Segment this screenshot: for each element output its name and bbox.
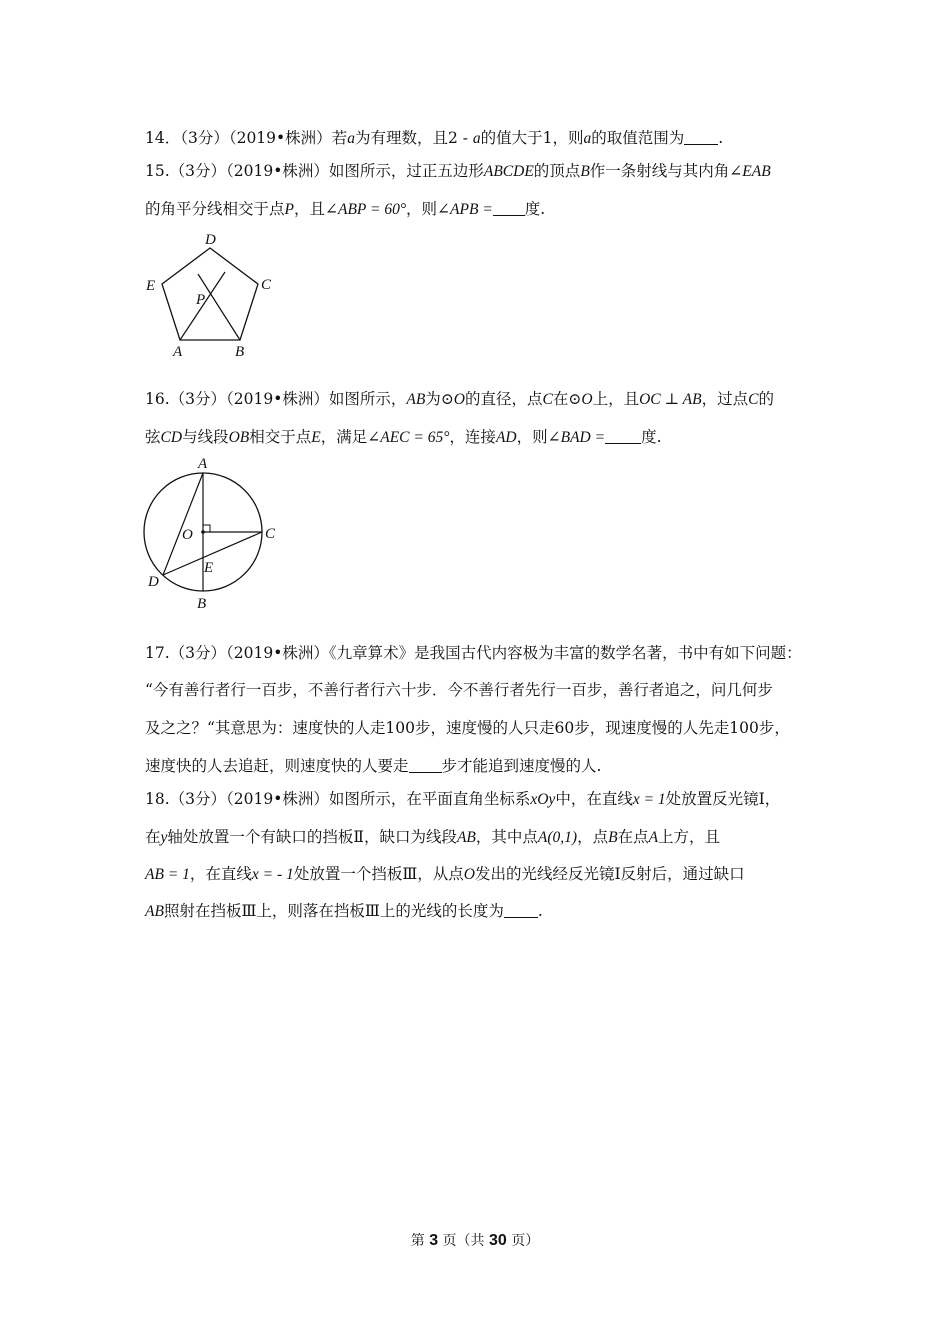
label-C: C bbox=[265, 526, 276, 542]
label-C: C bbox=[261, 277, 272, 293]
label-E: E bbox=[204, 560, 214, 576]
q18-line4: AB照射在挡板Ⅲ上，则落在挡板Ⅲ上的光线的长度为 . bbox=[145, 902, 543, 920]
label-A: A bbox=[173, 344, 183, 360]
label-D: D bbox=[148, 574, 159, 590]
label-E: E bbox=[146, 278, 156, 294]
q17-line1: 17.（3分）（2019•株洲）《九章算术》是我国古代内容极为丰富的数学名著，书中有如下问题： bbox=[145, 644, 802, 662]
q17-answer-blank[interactable] bbox=[409, 758, 442, 773]
q15-line2: 的角平分线相交于点P，且∠ABP = 60°，则∠APB = 度. bbox=[145, 200, 546, 218]
page-number: 3 bbox=[429, 1232, 439, 1249]
q16-answer-blank[interactable] bbox=[605, 429, 641, 444]
pentagon-figure bbox=[140, 228, 290, 363]
center-point bbox=[201, 530, 205, 534]
label-A: A bbox=[198, 456, 208, 472]
q17-line3: 及之之？“其意思为：速度快的人走100步，速度慢的人只走60步，现速度慢的人先走100步， bbox=[145, 719, 790, 737]
label-P: P bbox=[196, 292, 206, 308]
page-footer: 第 3 页（共 30 页） bbox=[410, 1232, 540, 1249]
q15-line1: 15.（3分）（2019•株洲）如图所示，过正五边形ABCDE的顶点B作一条射线与其内角∠EAB bbox=[145, 162, 771, 180]
q16-line2: 弦CD与线段OB相交于点E，满足∠AEC = 65°，连接AD，则∠BAD = 度. bbox=[145, 428, 662, 446]
circle-figure bbox=[138, 452, 288, 614]
q14-line1: 14．（3分）（2019•株洲）若a为有理数，且2 - a的值大于1，则a的取值范围为 . bbox=[145, 129, 724, 147]
q14-answer-blank[interactable] bbox=[684, 130, 718, 145]
q17-line2: “今有善行者行一百步，不善行者行六十步．今不善行者先行一百步，善行者追之，问几何步 bbox=[145, 681, 773, 699]
label-O: O bbox=[182, 527, 193, 543]
label-B: B bbox=[235, 344, 245, 360]
label-B: B bbox=[197, 596, 207, 612]
label-D: D bbox=[205, 232, 216, 248]
q18-line3: AB = 1，在直线x = - 1处放置一个挡板Ⅲ，从点O发出的光线经反光镜Ⅰ反射后，通过缺口 bbox=[145, 865, 745, 883]
q18-line2: 在y轴处放置一个有缺口的挡板Ⅱ，缺口为线段AB，其中点A(0,1)，点B在点A上方，且 bbox=[145, 828, 721, 846]
q18-answer-blank[interactable] bbox=[504, 903, 538, 918]
q15-answer-blank[interactable] bbox=[493, 201, 525, 216]
q18-line1: 18.（3分）（2019•株洲）如图所示，在平面直角坐标系xOy中，在直线x = 1处放置反光镜Ⅰ， bbox=[145, 790, 781, 808]
page-total: 30 bbox=[489, 1232, 507, 1249]
q16-line1: 16.（3分）（2019•株洲）如图所示，AB为⊙O的直径，点C在⊙O上，且OC ⊥ AB，过点C的 bbox=[145, 390, 774, 408]
q17-line4: 速度快的人去追赶，则速度快的人要走 步才能追到速度慢的人. bbox=[145, 757, 602, 775]
